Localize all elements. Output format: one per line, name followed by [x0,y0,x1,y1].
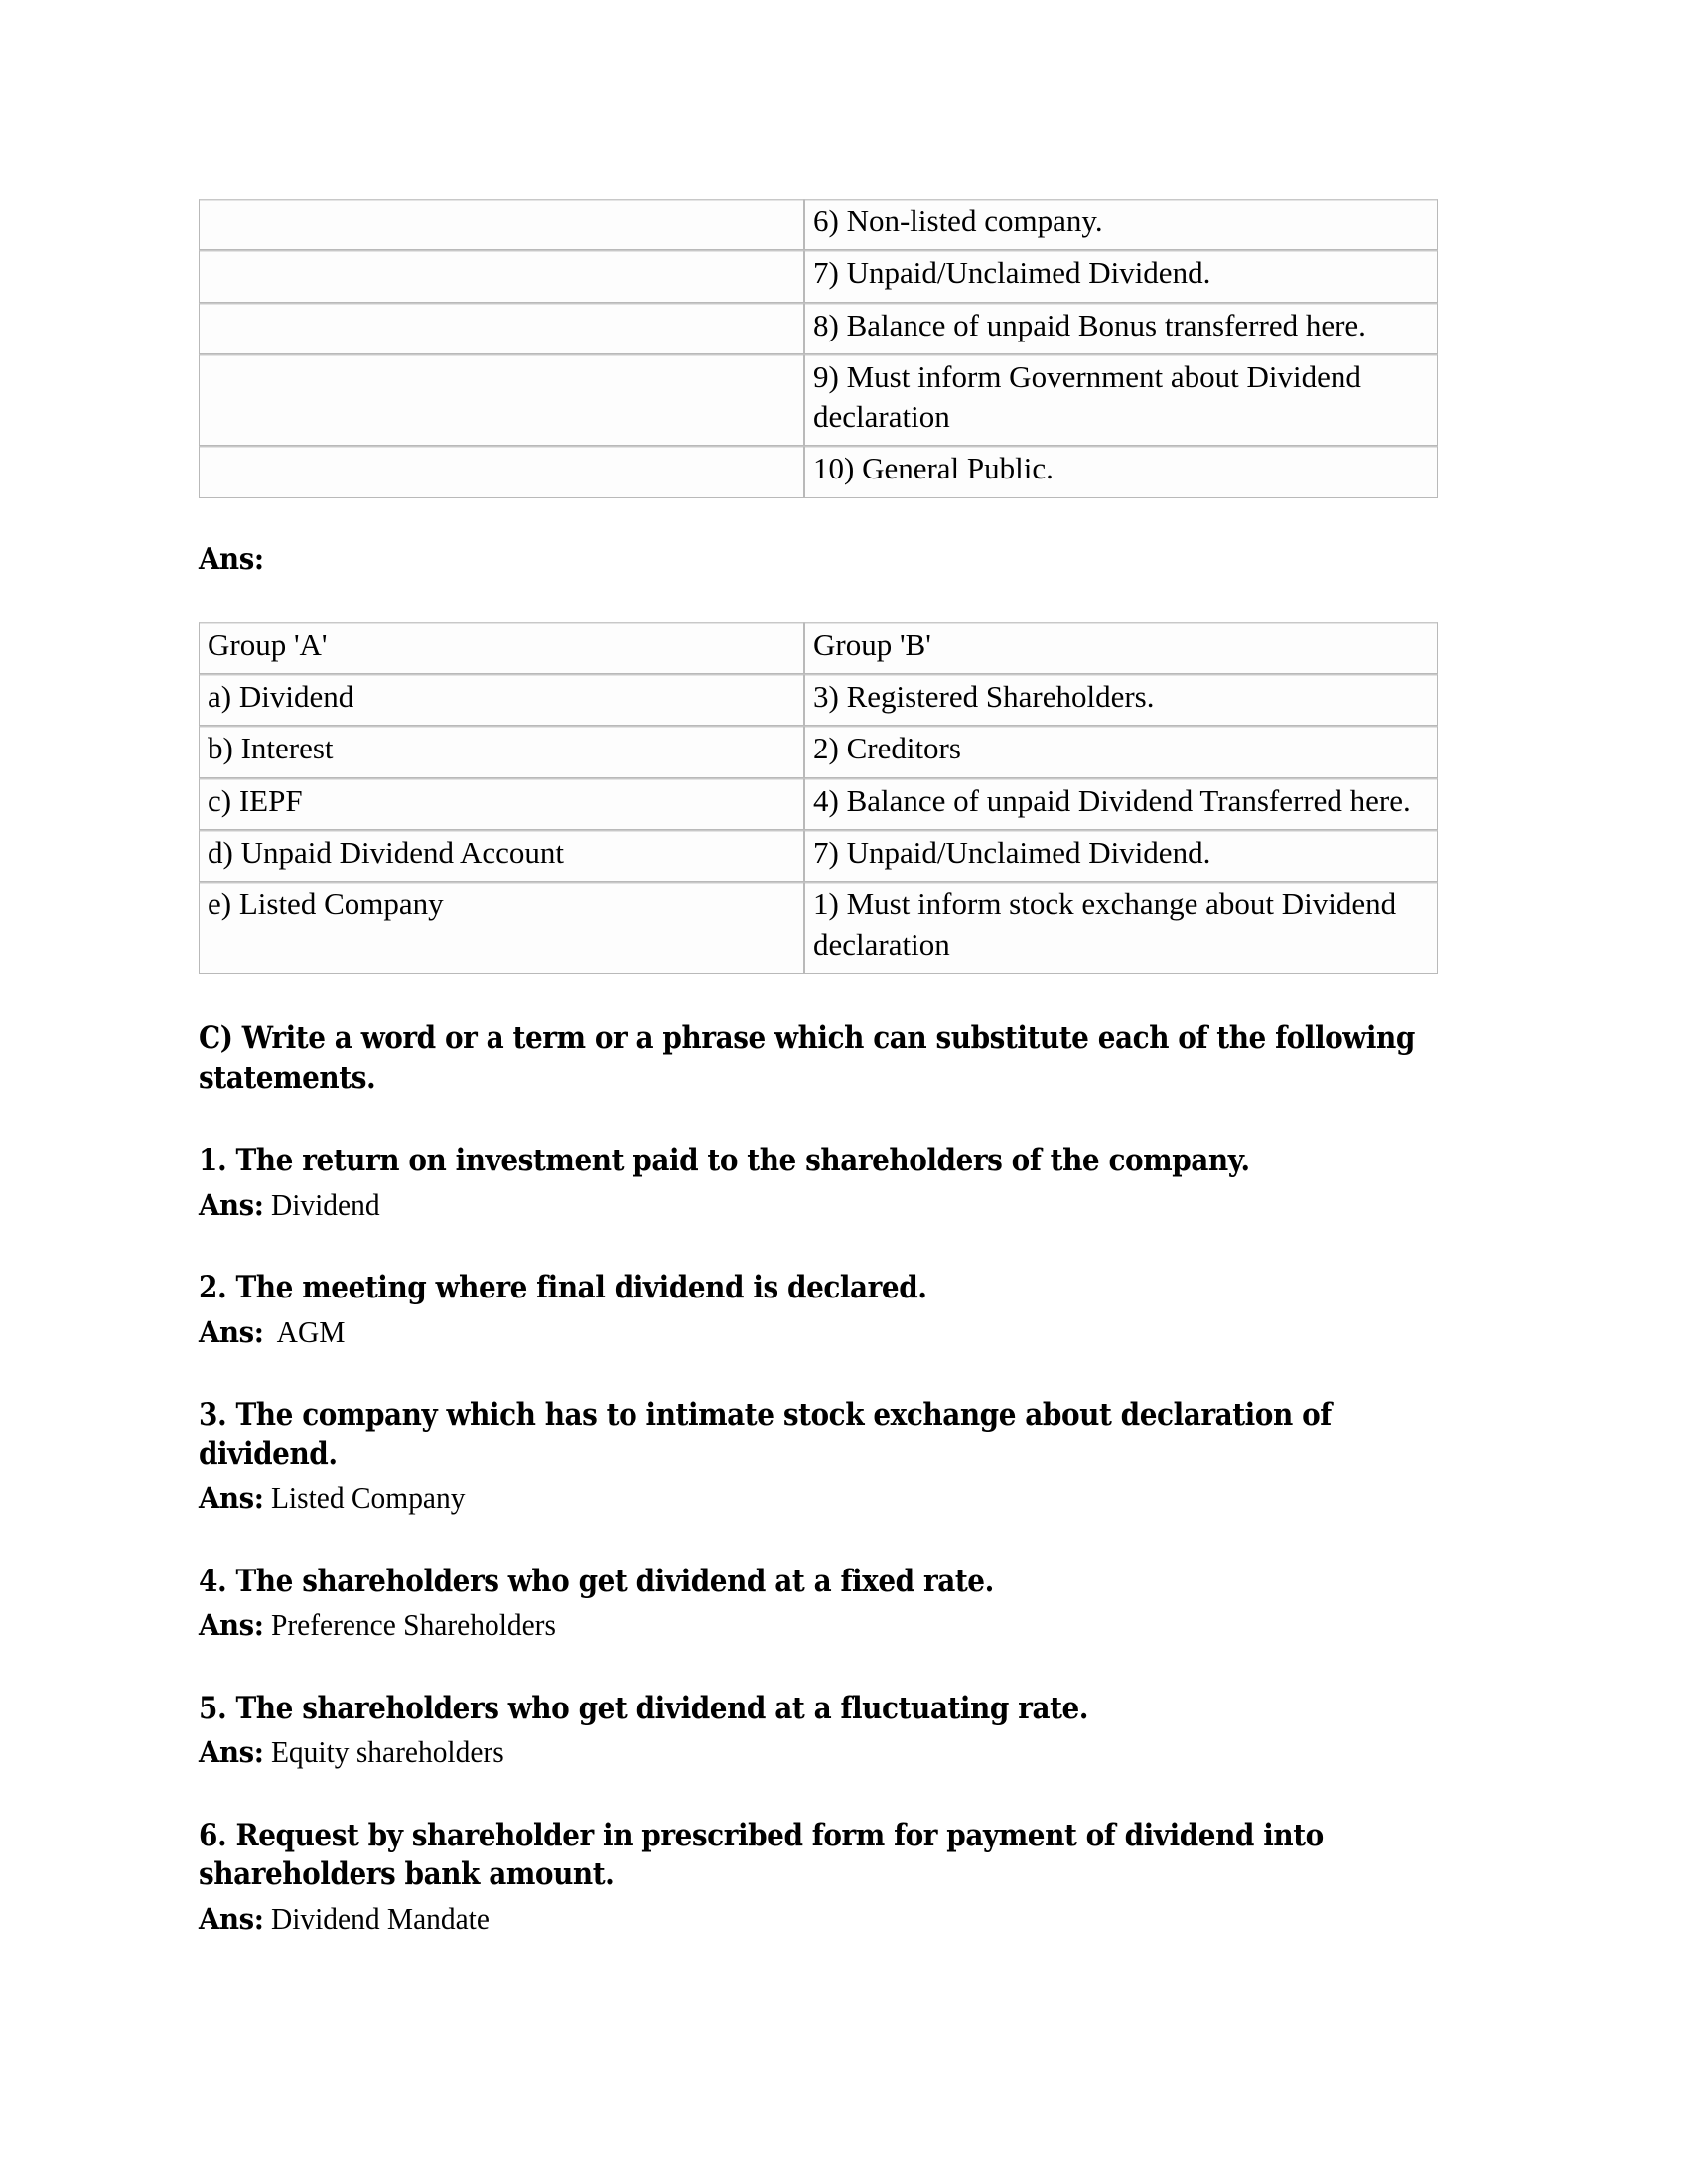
qa-item [199,1269,1440,1352]
answer-value: Preference Shareholders [263,1607,556,1643]
answer-line [199,1185,1437,1225]
question-text: 1. The return on investment paid to the shareholders of the company. [199,1143,1250,1179]
qa-item [199,1396,1440,1519]
table-cell-left [199,354,804,447]
qa-item [199,1142,1440,1225]
table-cell-left: c) IEPF [199,778,804,830]
table-row [199,882,1438,974]
table-cell-left [199,250,804,302]
table-header-group-b: Group 'B' [804,622,1438,674]
qa-item [199,1817,1440,1940]
table-header-row [199,622,1438,674]
table-cell-right: 4) Balance of unpaid Dividend Transferred here. [804,778,1438,830]
table-row [199,354,1438,447]
answer-line [199,1732,1437,1772]
table-row [199,303,1438,354]
table-cell-right: 6) Non-listed company. [804,199,1438,250]
question-text: 3. The company which has to intimate stock exchange about declaration of dividend. [199,1397,1332,1472]
qa-item [199,1690,1440,1773]
table-cell-left: d) Unpaid Dividend Account [199,830,804,882]
answer-value: Listed Company [263,1480,466,1516]
table-cell-right: 7) Unpaid/Unclaimed Dividend. [804,250,1438,302]
table-row [199,446,1438,497]
qa-item [199,1563,1440,1646]
table-cell-right: 8) Balance of unpaid Bonus transferred here. [804,303,1438,354]
table-cell-right: 7) Unpaid/Unclaimed Dividend. [804,830,1438,882]
table-cell-left [199,303,804,354]
answer-line [199,1899,1437,1939]
answer-label: Ans: [199,1314,264,1349]
question-text: 6. Request by shareholder in prescribed form for payment of dividend into shareholders bank amount. [199,1817,1324,1893]
answer-line [199,1478,1437,1518]
table-row [199,830,1438,882]
answer-value: AGM [263,1313,346,1349]
answer-label: Ans: [199,541,264,577]
table-cell-left: a) Dividend [199,674,804,726]
table-row [199,250,1438,302]
table-cell-right: 9) Must inform Government about Dividend declaration [804,354,1438,447]
match-pairs-question-table [199,199,1438,498]
section-c-heading: C) Write a word or a term or a phrase which can substitute each of the following statements. [199,1020,1415,1096]
answer-label: Ans: [199,1187,264,1222]
table-cell-right: 3) Registered Shareholders. [804,674,1438,726]
match-pairs-answer-table [199,622,1438,974]
table-cell-right: 10) General Public. [804,446,1438,497]
table-cell-left: b) Interest [199,726,804,777]
answer-value: Equity shareholders [263,1734,504,1770]
table-row [199,199,1438,250]
table-header-group-a: Group 'A' [199,622,804,674]
question-text: 2. The meeting where final dividend is declared. [199,1270,927,1306]
question-text: 4. The shareholders who get dividend at a fixed rate. [199,1563,994,1599]
answer-value: Dividend [263,1186,380,1222]
table-cell-right: 2) Creditors [804,726,1438,777]
answer-label: Ans: [199,1481,264,1516]
table-cell-left [199,446,804,497]
table-cell-left [199,199,804,250]
answer-label: Ans: [199,1735,264,1770]
table-row [199,674,1438,726]
answer-line [199,1605,1437,1645]
answer-label: Ans: [199,1902,264,1937]
answer-line [199,1312,1437,1352]
table-cell-right: 1) Must inform stock exchange about Dividend declaration [804,882,1438,974]
answer-value: Dividend Mandate [263,1901,490,1937]
table-cell-left: e) Listed Company [199,882,804,974]
answer-label: Ans: [199,1608,264,1643]
table-row [199,726,1438,777]
table-row [199,778,1438,830]
question-text: 5. The shareholders who get dividend at a fluctuating rate. [199,1690,1089,1726]
document-content [199,199,1440,1939]
